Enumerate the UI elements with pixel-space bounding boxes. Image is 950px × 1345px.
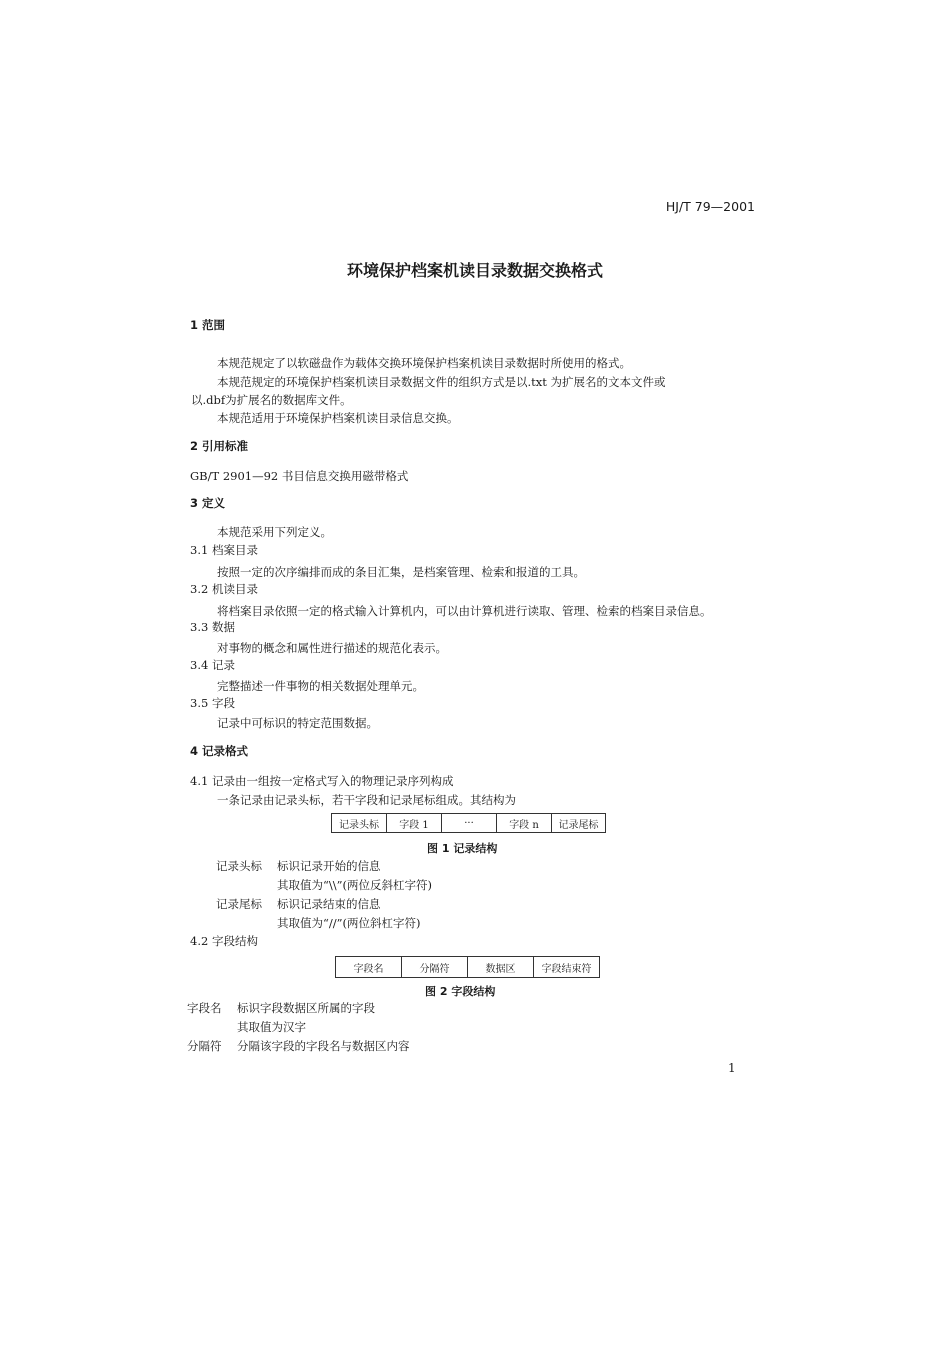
definition-term: 3.1 档案目录 xyxy=(190,543,258,557)
page-number: 1 xyxy=(728,1061,736,1075)
subsection-4-1-paragraph: 一条记录由记录头标，若干字段和记录尾标组成。其结构为 xyxy=(217,793,516,807)
figure-cell: 记录头标 xyxy=(332,814,387,832)
document-title: 环境保护档案机读目录数据交换格式 xyxy=(346,261,603,280)
record-tail-desc-1: 标识记录结束的信息 xyxy=(277,897,381,911)
section-1-paragraph-1: 本规范规定了以软磁盘作为载体交换环境保护档案机读目录数据时所使用的格式。 xyxy=(217,356,631,370)
definition-text: 记录中可标识的特定范围数据。 xyxy=(217,716,378,730)
figure-cell: 分隔符 xyxy=(402,957,468,977)
standard-code: HJ/T 79—2001 xyxy=(665,199,755,214)
section-1-paragraph-2a: 本规范规定的环境保护档案机读目录数据文件的组织方式是以.txt 为扩展名的文本文件或 xyxy=(217,375,666,389)
figure-cell: 字段名 xyxy=(336,957,402,977)
definition-text: 将档案目录依照一定的格式输入计算机内，可以由计算机进行读取、管理、检索的档案目录信息。 xyxy=(217,604,712,618)
figure-cell: 字段结束符 xyxy=(541,963,592,975)
field-name-desc-2: 其取值为汉字 xyxy=(237,1020,306,1034)
subsection-4-1: 4.1 记录由一组按一定格式写入的物理记录序列构成 xyxy=(190,774,454,788)
definitions-intro: 本规范采用下列定义。 xyxy=(217,525,332,539)
record-head-label: 记录头标 xyxy=(216,859,262,873)
section-1-paragraph-2b: 以.dbf为扩展名的数据库文件。 xyxy=(191,393,352,407)
section-4-heading: 4 记录格式 xyxy=(190,744,249,758)
separator-desc: 分隔该字段的字段名与数据区内容 xyxy=(237,1039,410,1053)
subsection-4-2: 4.2 字段结构 xyxy=(190,934,258,948)
figure-cell: ··· xyxy=(442,814,497,832)
figure-cell: 记录尾标 xyxy=(558,819,599,831)
definition-term: 3.2 机读目录 xyxy=(190,582,258,596)
section-2-heading: 2 引用标准 xyxy=(190,439,249,453)
separator-label: 分隔符 xyxy=(187,1039,222,1053)
definition-term: 3.5 字段 xyxy=(190,696,235,710)
figure-cell: 字段 n xyxy=(497,814,552,832)
definition-text: 完整描述一件事物的相关数据处理单元。 xyxy=(217,679,424,693)
reference-standard: GB/T 2901—92 书目信息交换用磁带格式 xyxy=(190,469,409,483)
field-structure-figure xyxy=(335,956,600,978)
section-1-heading: 1 范围 xyxy=(190,318,226,332)
figure-2-caption: 图 2 字段结构 xyxy=(425,985,496,998)
figure-cell: 字段 1 xyxy=(387,814,442,832)
figure-1-caption: 图 1 记录结构 xyxy=(427,842,498,855)
field-name-label: 字段名 xyxy=(187,1001,222,1015)
record-structure-figure xyxy=(331,813,606,833)
record-tail-desc-2: 其取值为“//”(两位斜杠字符) xyxy=(277,916,421,930)
definition-term: 3.4 记录 xyxy=(190,658,235,672)
section-1-paragraph-3: 本规范适用于环境保护档案机读目录信息交换。 xyxy=(217,411,459,425)
definition-text: 对事物的概念和属性进行描述的规范化表示。 xyxy=(217,641,447,655)
record-head-desc-2: 其取值为“\\”(两位反斜杠字符) xyxy=(277,878,432,892)
section-3-heading: 3 定义 xyxy=(190,496,226,510)
definition-term: 3.3 数据 xyxy=(190,620,235,634)
field-name-desc-1: 标识字段数据区所属的字段 xyxy=(237,1001,375,1015)
figure-cell: 数据区 xyxy=(468,957,534,977)
record-head-desc-1: 标识记录开始的信息 xyxy=(277,859,381,873)
record-tail-label: 记录尾标 xyxy=(216,897,262,911)
definition-text: 按照一定的次序编排而成的条目汇集，是档案管理、检索和报道的工具。 xyxy=(217,565,585,579)
